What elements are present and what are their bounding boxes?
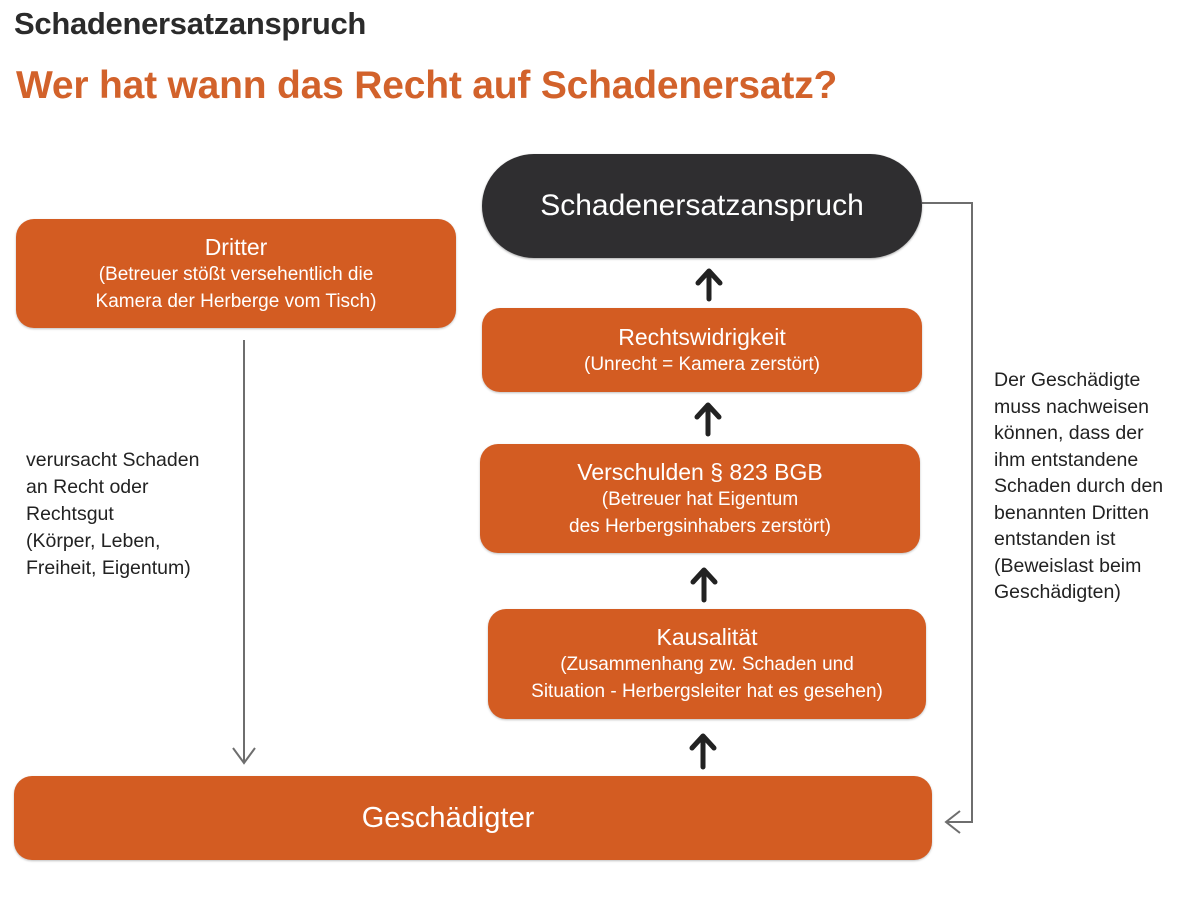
- node-label: Rechtswidrigkeit: [618, 323, 786, 350]
- node-detail: Situation - Herbergsleiter hat es gesehen): [531, 681, 883, 702]
- up-arrow-icon: [692, 736, 714, 767]
- note-beweislast: [994, 367, 1163, 606]
- note-line: ihm entstandene: [994, 448, 1139, 471]
- node-detail: (Unrecht = Kamera zerstört): [584, 353, 820, 375]
- node-label: Verschulden § 823 BGB: [577, 458, 823, 485]
- connector-dritter-to-geschaedigter: [233, 340, 255, 763]
- note-line: verursacht Schaden: [26, 449, 200, 471]
- up-arrow-icon: [693, 570, 715, 600]
- note-line: können, dass der: [994, 422, 1144, 444]
- note-verursacht-schaden: [26, 447, 199, 582]
- node-label: Kausalität: [656, 624, 758, 650]
- page-subheading: Wer hat wann das Recht auf Schadenersatz?: [16, 64, 838, 107]
- note-line: Schaden durch den: [994, 475, 1164, 497]
- note-line: benannten Dritten: [994, 501, 1150, 524]
- up-arrow-icon: [698, 271, 720, 299]
- note-line: muss nachweisen: [994, 395, 1149, 418]
- node-detail: des Herbergsinhabers zerstört): [569, 515, 831, 537]
- node-label: Geschädigter: [361, 801, 535, 834]
- node-verschulden: [480, 444, 920, 553]
- note-line: Geschädigten): [994, 581, 1121, 603]
- node-geschaedigter: [14, 776, 932, 860]
- up-arrow-icon: [697, 405, 719, 434]
- node-label: Dritter: [204, 233, 268, 260]
- node-detail: (Zusammenhang zw. Schaden und: [560, 654, 854, 675]
- node-detail: (Betreuer hat Eigentum: [601, 488, 799, 510]
- node-detail: Kamera der Herberge vom Tisch): [95, 290, 377, 312]
- node-dritter: [16, 219, 456, 328]
- node-label: Schadenersatzanspruch: [540, 189, 864, 222]
- note-line: Rechtsgut: [26, 503, 114, 525]
- node-schadenersatzanspruch: [482, 154, 922, 258]
- connector-anspruch-to-geschaedigter: [922, 203, 972, 833]
- note-line: Der Geschädigte: [994, 369, 1141, 391]
- node-detail: (Betreuer stößt versehentlich die: [98, 263, 374, 285]
- node-rechtswidrigkeit: [482, 308, 922, 392]
- note-line: (Körper, Leben,: [26, 530, 161, 552]
- note-line: Freiheit, Eigentum): [26, 557, 191, 579]
- node-kausalitaet: [488, 609, 926, 719]
- note-line: entstanden ist: [994, 528, 1116, 550]
- note-line: (Beweislast beim: [994, 554, 1142, 577]
- page-heading: Schadenersatzanspruch: [14, 6, 367, 41]
- note-line: an Recht oder: [26, 476, 149, 498]
